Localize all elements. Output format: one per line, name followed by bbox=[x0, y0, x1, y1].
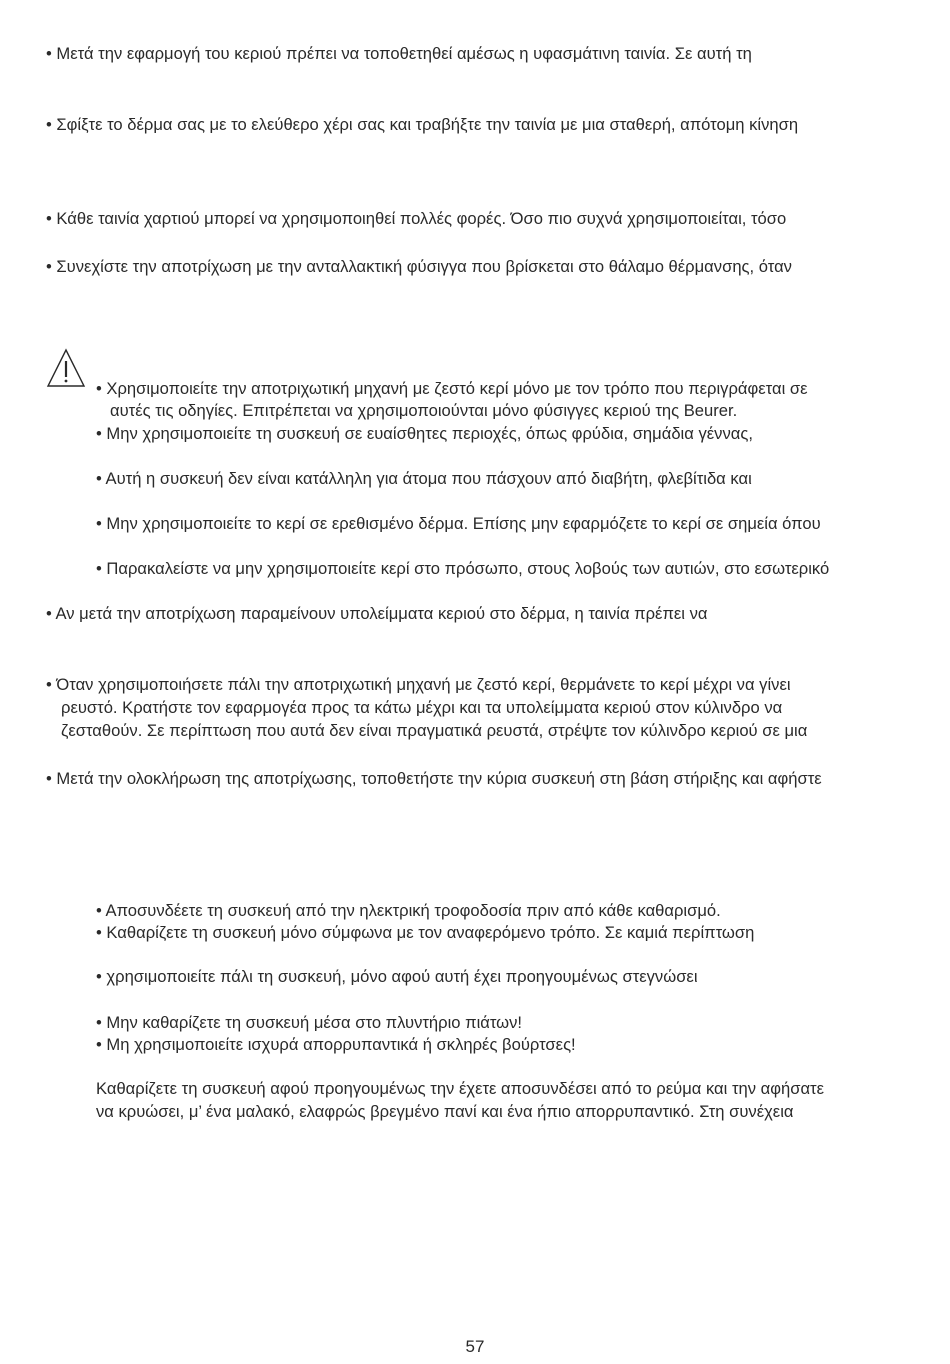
page-number: 57 bbox=[465, 1337, 485, 1356]
cleaning-text: • Καθαρίζετε τη συσκευή μόνο σύμφωνα με τον αναφερόμενο τρόπο. Σε καμιά περίπτωση bbox=[96, 923, 755, 942]
cleaning-text: • χρησιμοποιείτε πάλι τη συσκευή, μόνο αφού αυτή έχει προηγουμένως στεγνώσει bbox=[96, 967, 698, 986]
cleaning-paragraph: να κρυώσει, μ’ ένα μαλακό, ελαφρώς βρεγμένο πανί και ένα ήπιο απορρυπαντικό. Στη συνέχεια bbox=[96, 1102, 794, 1121]
warning-text: • Παρακαλείστε να μην χρησιμοποιείτε κερί στο πρόσωπο, στους λοβούς των αυτιών, στο εσωτερικό bbox=[96, 559, 830, 578]
warning-text: • Μην χρησιμοποιείτε το κερί σε ερεθισμένο δέρμα. Επίσης μην εφαρμόζετε το κερί σε σημεία όπου bbox=[96, 514, 821, 533]
cleaning-text: • Αποσυνδέετε τη συσκευή από την ηλεκτρική τροφοδοσία πριν από κάθε καθαρισμό. bbox=[96, 901, 721, 920]
instruction-text: • Σφίξτε το δέρμα σας με το ελεύθερο χέρι σας και τραβήξτε την ταινία με μια σταθερή, απότομη κίνηση bbox=[46, 115, 799, 134]
warning-text: • Μην χρησιμοποιείτε τη συσκευή σε ευαίσθητες περιοχές, όπως φρύδια, σημάδια γέννας, bbox=[96, 424, 753, 443]
instruction-text: • Κάθε ταινία χαρτιού μπορεί να χρησιμοποιηθεί πολλές φορές. Όσο πιο συχνά χρησιμοποιείται, τόσο bbox=[46, 209, 787, 228]
cleaning-text: • Μην καθαρίζετε τη συσκευή μέσα στο πλυντήριο πιάτων! bbox=[96, 1013, 523, 1032]
warning-text: • Αυτή η συσκευή δεν είναι κατάλληλη για άτομα που πάσχουν από διαβήτη, φλεβίτιδα και bbox=[96, 469, 752, 488]
after-use-text: • Μετά την ολοκλήρωση της αποτρίχωσης, τοποθετήστε την κύρια συσκευή στη βάση στήριξης και αφήστε bbox=[46, 769, 822, 788]
instruction-text: • Μετά την εφαρμογή του κεριού πρέπει να τοποθετηθεί αμέσως η υφασμάτινη ταινία. Σε αυτή τη bbox=[46, 44, 752, 63]
after-use-text: • Αν μετά την αποτρίχωση παραμείνουν υπολείμματα κεριού στο δέρμα, η ταινία πρέπει να bbox=[46, 604, 708, 623]
cleaning-text: • Μη χρησιμοποιείτε ισχυρά απορρυπαντικά ή σκληρές βούρτσες! bbox=[96, 1035, 576, 1054]
after-use-text: ζεσταθούν. Σε περίπτωση που αυτά δεν είναι πραγματικά ρευστά, στρέψτε τον κύλινδρο κεριού σε μια bbox=[61, 721, 808, 740]
after-use-text: ρευστό. Κρατήστε τον εφαρμογέα προς τα κάτω μέχρι και τα υπολείμματα κεριού στον κύλινδρο να bbox=[61, 698, 783, 717]
instruction-text: • Συνεχίστε την αποτρίχωση με την ανταλλακτική φύσιγγα που βρίσκεται στο θάλαμο θέρμανσης, όταν bbox=[46, 257, 792, 276]
warning-text: • Χρησιμοποιείτε την αποτριχωτική μηχανή με ζεστό κερί μόνο με τον τρόπο που περιγράφεται σε bbox=[96, 379, 808, 398]
after-use-text: • Όταν χρησιμοποιήσετε πάλι την αποτριχωτική μηχανή με ζεστό κερί, θερμάνετε το κερί μέχρι να γίνει bbox=[46, 675, 791, 694]
warning-text: αυτές τις οδηγίες. Επιτρέπεται να χρησιμοποιούνται μόνο φύσιγγες κεριού της Beurer. bbox=[110, 401, 738, 420]
warning-triangle-icon bbox=[46, 348, 86, 388]
cleaning-paragraph: Καθαρίζετε τη συσκευή αφού προηγουμένως την έχετε αποσυνδέσει από το ρεύμα και την αφήσατε bbox=[96, 1079, 825, 1098]
